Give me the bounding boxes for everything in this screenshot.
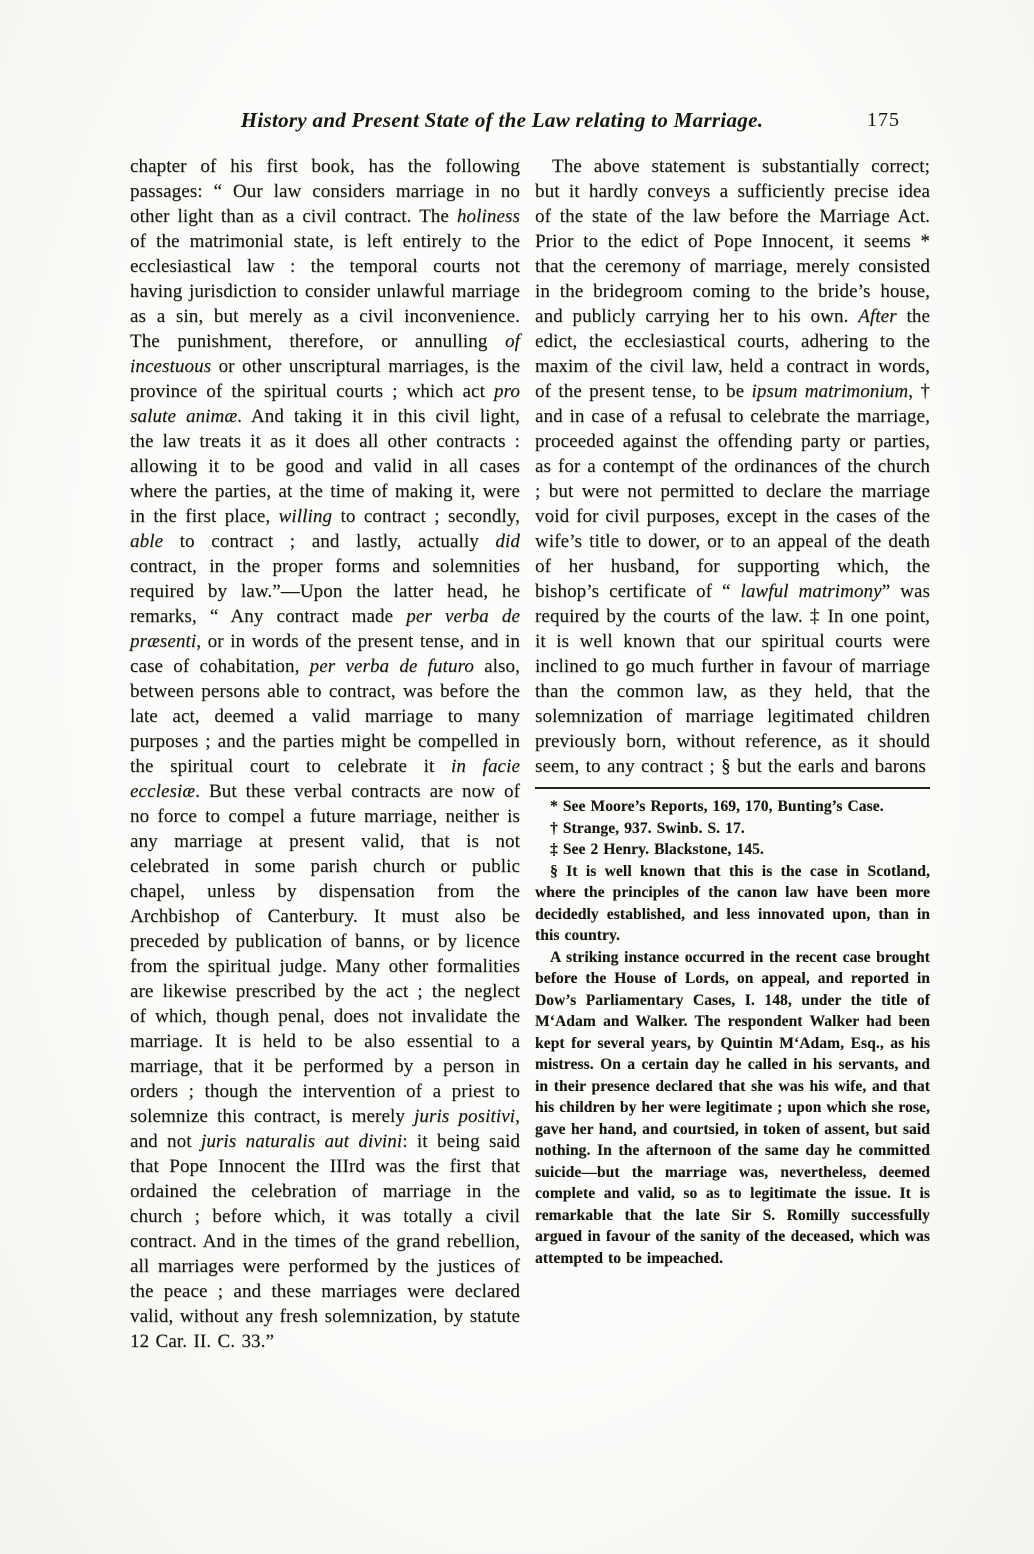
- text-run: * See Moore’s Reports, 169, 170, Bunting’s Case.: [550, 798, 884, 815]
- text-run: , and not: [130, 1106, 520, 1152]
- text-run: to contract ; and lastly, actually: [163, 531, 496, 552]
- text-run: to contract ; secondly,: [332, 506, 520, 527]
- text-run: contract, in the proper forms and solemnities required by law.”—Upon the latter head, he remarks, “ Any contract made: [130, 556, 520, 627]
- paragraph: [535, 154, 930, 779]
- italic-text-run: per verba de præsenti: [130, 606, 520, 652]
- text-run: : it being said that Pope Innocent the IIIrd was the first that ordained the celebration of marriage in the church ; before which, it was totally a civil contract. And in the times of the grand rebellion, all marriages were performed by the justices of the peace ; and these marriages were declared valid, without any fresh solemnization, by statute 12 Car. II. C. 33.”: [130, 1131, 521, 1352]
- paragraph: [535, 818, 930, 840]
- italic-text-run: able: [130, 531, 164, 552]
- page-header: [130, 108, 934, 138]
- text-run: § It is well known that this is the case in Scotland, where the principles of the canon law have been more decidedly established, and less innovated upon, than in this country.: [535, 862, 930, 944]
- footnotes-block: [535, 796, 930, 1269]
- text-run: chapter of his first book, has the following passages: “ Our law considers marriage in no other light than as a civil contract. The: [130, 156, 520, 227]
- text-run: A striking instance occurred in the recent case brought before the House of Lords, on appeal, and reported in Dow’s Parliamentary Cases, I. 148, under the title of M‘Adam and Walker. The respondent Walker had been kept for several years, by Quintin M‘Adam, Esq., as his mistress. On a certain day he called in his servants, and in their presence declared that she was his wife, and that his children by her were legitimate ; upon which she rose, gave her hand, and courtsied, in token of assent, but said nothing. In the afternoon of the same day he committed suicide—but the marriage was, nevertheless, deemed complete and valid, so as to legitimate the issue. It is remarkable that the late Sir S. Romilly successfully argued in favour of the sanity of the deceased, which was attempted to be impeached.: [535, 948, 930, 1267]
- paragraph: [535, 947, 930, 1270]
- italic-text-run: in facie ecclesiæ: [130, 756, 520, 802]
- text-run: , † and in case of a refusal to celebrate the marriage, proceeded against the offending party or parties, as for a contempt of the ordinances of the church ; but were not permitted to declare the marriage void for civil purposes, except in the cases of the wife’s title to dower, or to an appeal of the death of her husband, for supporting which, the bishop’s certificate of “: [535, 381, 930, 602]
- text-run: ‡ See 2 Henry. Blackstone, 145.: [550, 841, 764, 858]
- text-run: the edict, the ecclesiastical courts, adhering to the maxim of the civil law, held a contract in words, of the present tense, to be: [535, 306, 930, 402]
- italic-text-run: holiness: [456, 206, 520, 227]
- paragraph: [535, 839, 930, 861]
- right-column: [535, 154, 930, 1269]
- page-number: 175: [867, 109, 900, 131]
- italic-text-run: per verba de futuro: [309, 656, 474, 677]
- paragraph: [535, 796, 930, 818]
- italic-text-run: lawful matrimony: [740, 581, 882, 602]
- italic-text-run: willing: [278, 506, 333, 527]
- text-run: also, between persons able to contract, was before the late act, deemed a valid marriage to many purposes ; and the parties might be compelled in the spiritual court to celebrate it: [130, 656, 520, 777]
- text-run: or other unscriptural marriages, is the province of the spiritual courts ; which act: [130, 356, 520, 402]
- footnote-divider-rule: [535, 787, 930, 789]
- text-run: ” was required by the courts of the law. ‡ In one point, it is well known that our spiritual courts were inclined to go much further in favour of marriage than the common law, as they held, that the solemnization of marriage legitimated children previously born, without reference, as it should seem, to any contract ; § but the earls and barons: [535, 581, 931, 777]
- paragraph: [535, 861, 930, 947]
- two-column-text-block: [130, 154, 934, 1354]
- italic-text-run: of incestuous: [130, 331, 520, 377]
- left-column: [130, 154, 520, 1354]
- text-run: of the matrimonial state, is left entirely to the ecclesiastical law : the temporal courts not having jurisdiction to consider unlawful marriage as a sin, but merely as a civil inconvenience. The punishment, therefore, or annulling: [130, 231, 520, 352]
- text-run: † Strange, 937. Swinb. S. 17.: [550, 819, 745, 837]
- italic-text-run: juris positivi: [414, 1106, 516, 1127]
- italic-text-run: After: [858, 306, 897, 327]
- text-run: The above statement is substantially correct; but it hardly conveys a sufficiently precise idea of the state of the law before the Marriage Act. Prior to the edict of Pope Innocent, it seems * that the ceremony of marriage, merely consisted in the bridegroom coming to the bride’s house, and publicly carrying her to his own.: [535, 156, 930, 327]
- italic-text-run: juris naturalis aut divini: [200, 1131, 403, 1152]
- italic-text-run: ipsum matrimonium: [751, 381, 909, 402]
- text-run: . But these verbal contracts are now of no force to compel a future marriage, neither is any marriage at present valid, that is not celebrated in some parish church or public chapel, unless by dispensation from the Archbishop of Canterbury. It must also be preceded by publication of banns, or by licence from the spiritual judge. Many other formalities are likewise prescribed by the act ; the neglect of which, though penal, does not invalidate the marriage. It is held to be also essential to a marriage, that it be performed by a person in orders ; though the intervention of a priest to solemnize this contract, is merely: [130, 781, 520, 1127]
- text-run: . And taking it in this civil light, the law treats it as it does all other contracts : allowing it to be good and valid in all cases where the parties, at the time of making it, were in the first place,: [130, 406, 520, 527]
- text-run: , or in words of the present tense, and in case of cohabitation,: [130, 631, 520, 677]
- running-title: History and Present State of the Law relating to Marriage.: [240, 108, 764, 132]
- right-column-main-text: [535, 154, 930, 779]
- paragraph: [130, 154, 520, 1354]
- italic-text-run: pro salute animæ: [130, 381, 520, 427]
- italic-text-run: did: [495, 531, 520, 552]
